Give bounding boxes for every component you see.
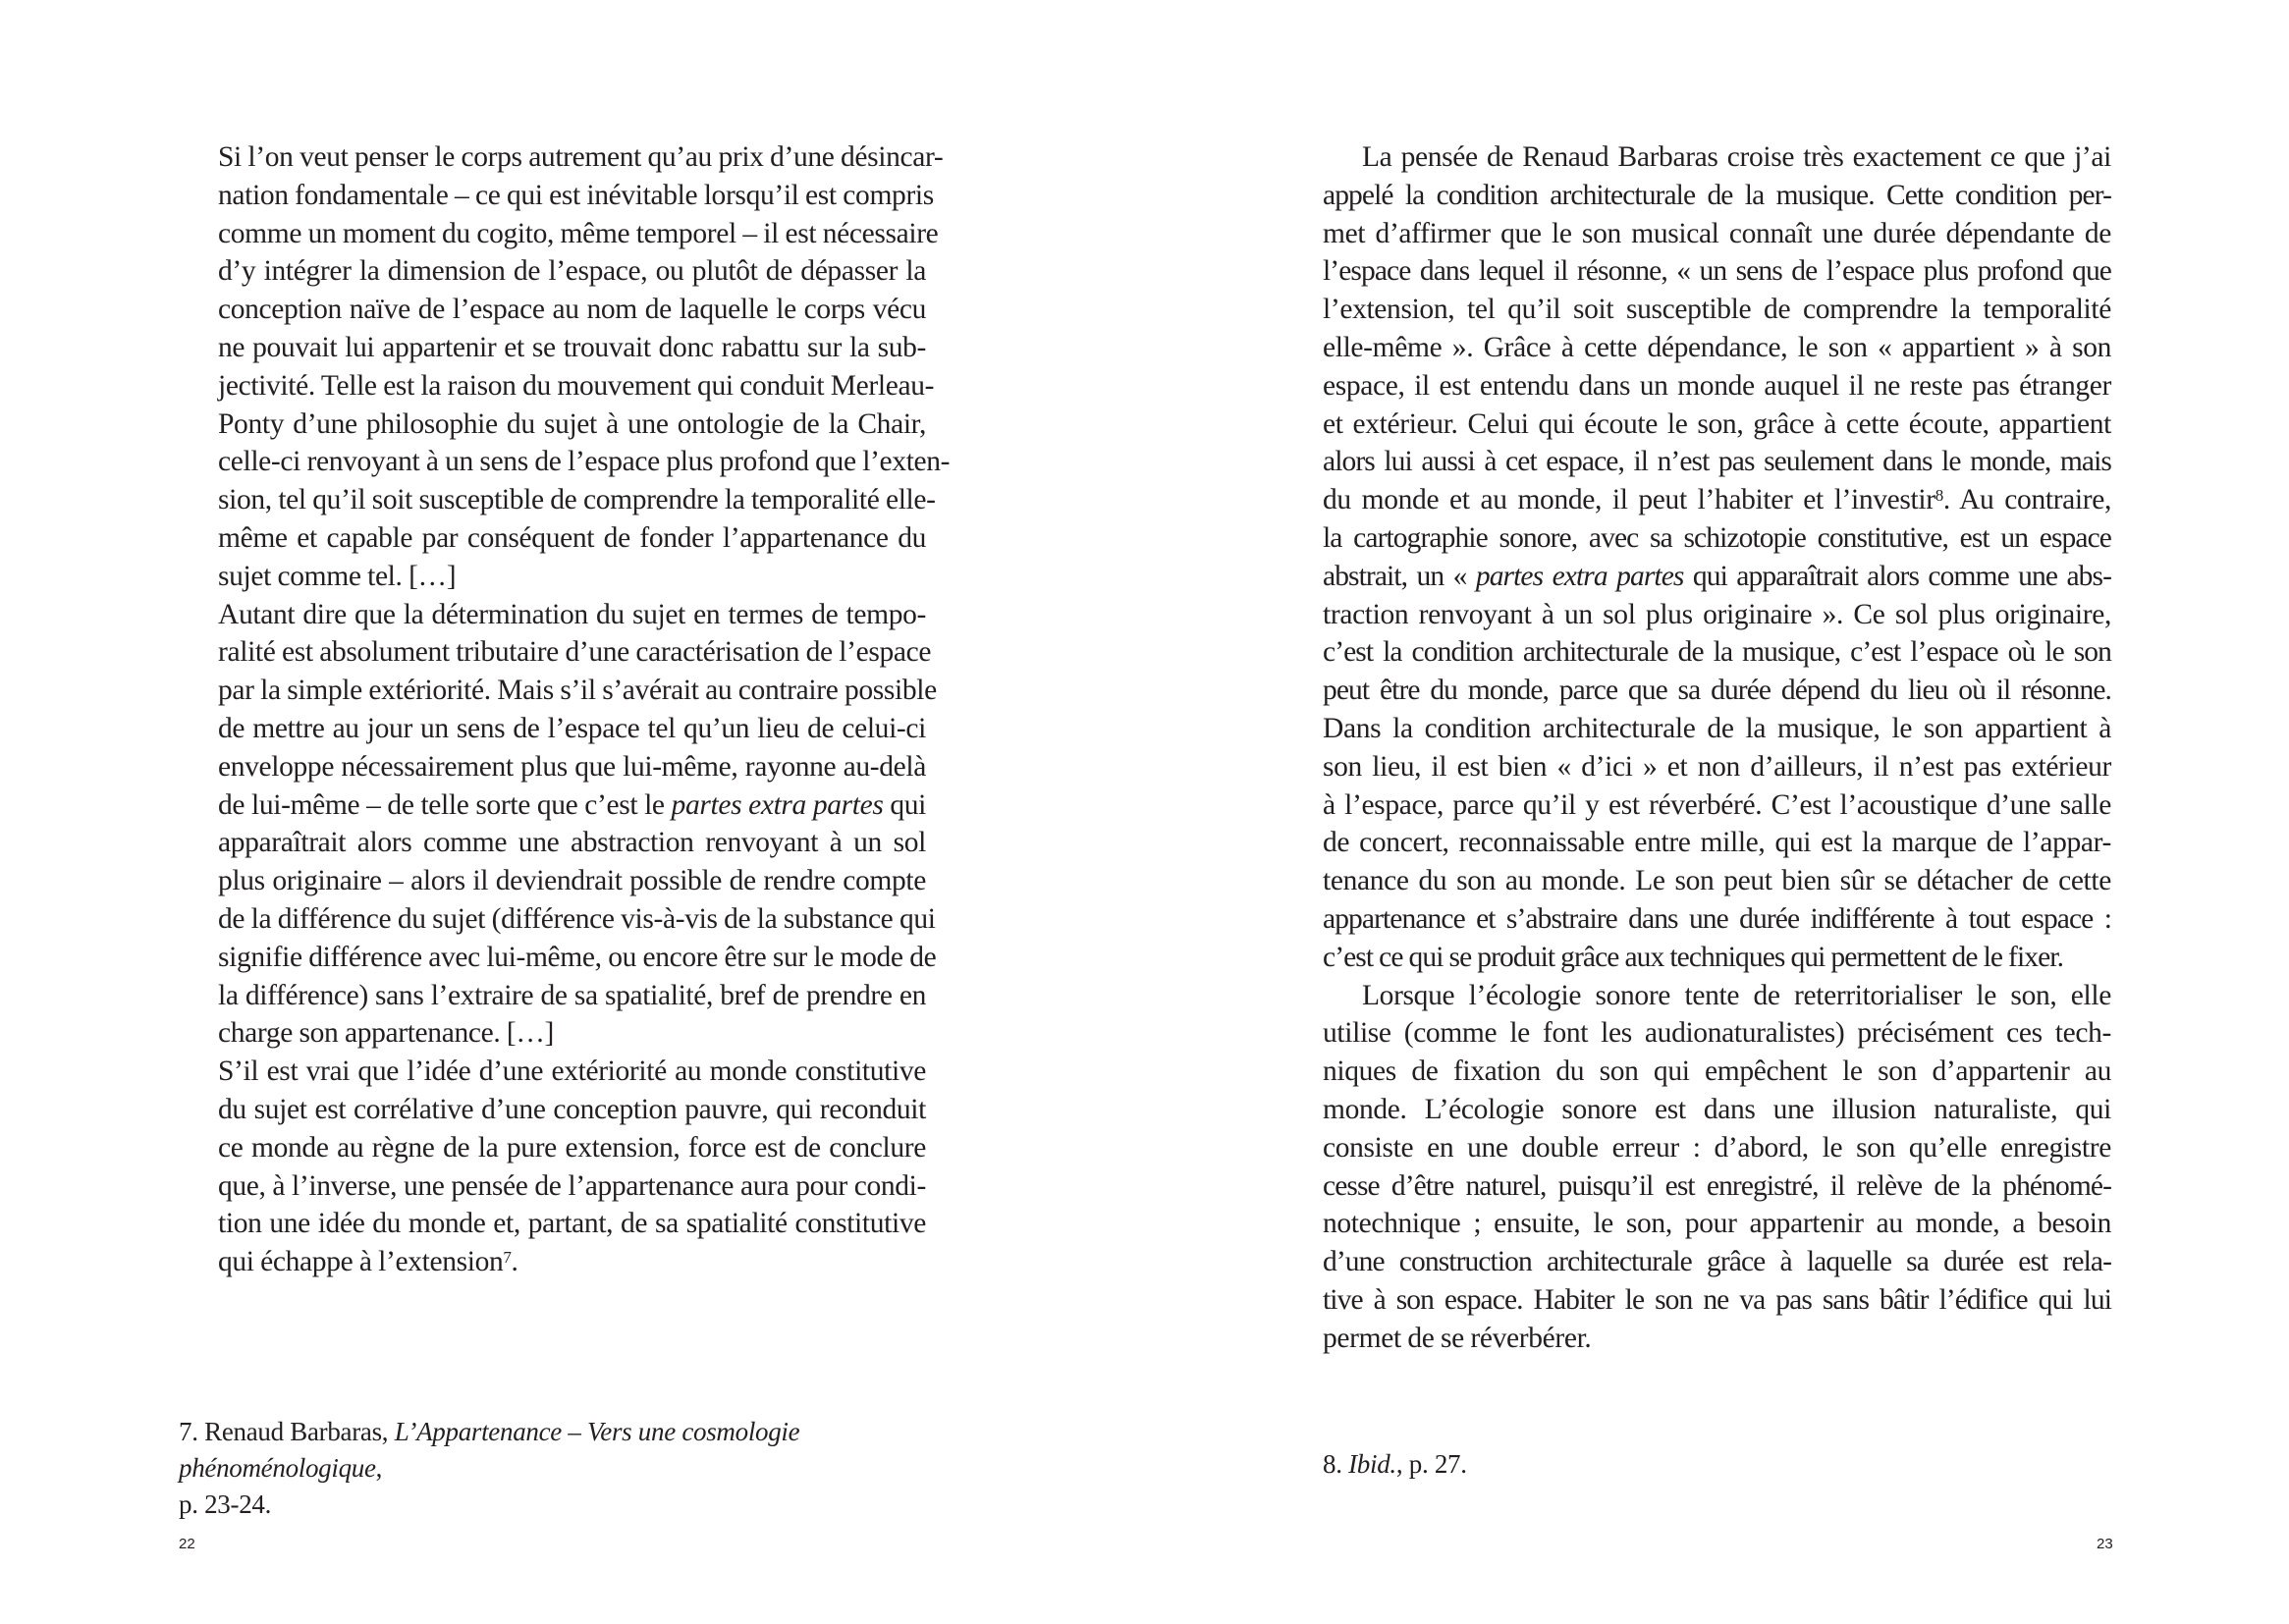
body-line: son lieu, il est bien « d’ici » et non d’ailleurs, il n’est pas extérieur xyxy=(1323,750,2111,783)
body-line: apparaîtrait alors comme une abstraction renvoyant à un sol xyxy=(218,827,926,859)
body-line: de mettre au jour un sens de l’espace tel qu’un lieu de celui-ci xyxy=(218,712,926,744)
line-text: . xyxy=(511,1246,518,1278)
body-line: consiste en une double erreur : d’abord, le son qu’elle enregistre xyxy=(1323,1131,2111,1164)
body-line: appelé la condition architecturale de la musique. Cette condition per- xyxy=(1323,179,2111,211)
body-line: comme un moment du cogito, même temporel – il est nécessaire xyxy=(218,217,939,249)
body-line: Lorsque l’écologie sonore tente de reterritorialiser le son, elle xyxy=(1362,979,2111,1011)
footnote-punct: , xyxy=(375,1453,383,1483)
line-text: abstrait, un « xyxy=(1323,560,1476,592)
body-line: Dans la condition architecturale de la musique, le son appartient à xyxy=(1323,712,2111,744)
body-line: ne pouvait lui appartenir et se trouvait donc rabattu sur la sub- xyxy=(218,331,926,363)
body-line: Autant dire que la détermination du sujet en termes de tempo- xyxy=(218,598,926,630)
body-line: nation fondamentale – ce qui est inévitable lorsqu’il est compris xyxy=(218,179,934,211)
body-line: à l’espace, parce qu’il y est réverbéré. C’est l’acoustique d’une salle xyxy=(1323,788,2111,821)
footnote-pages: , p. 27. xyxy=(1395,1449,1467,1479)
body-line: l’espace dans lequel il résonne, « un sens de l’espace plus profond que xyxy=(1323,255,2111,288)
body-line: permet de se réverbérer. xyxy=(1323,1322,1592,1354)
body-line: même et capable par conséquent de fonder l’appartenance du xyxy=(218,521,926,554)
body-line: par la simple extériorité. Mais s’il s’avérait au contraire possible xyxy=(218,675,937,707)
body-line: elle-même ». Grâce à cette dépendance, le son « appartient » à son xyxy=(1323,331,2111,363)
body-line: d’une construction architecturale grâce à laquelle sa durée est rela- xyxy=(1323,1246,2111,1278)
body-line: signifie différence avec lui-même, ou encore être sur le mode de xyxy=(218,941,937,973)
line-text: du monde et au monde, il peut l’habiter et l’investir xyxy=(1323,484,1935,516)
body-line: conception naïve de l’espace au nom de laquelle le corps vécu xyxy=(218,294,926,326)
page-number: 22 xyxy=(179,1536,195,1552)
line-text: . Au contraire, xyxy=(1942,484,2111,516)
line-text: de lui-même – de telle sorte que c’est le xyxy=(218,788,672,821)
body-line: traction renvoyant à un sol plus originaire ». Ce sol plus originaire, xyxy=(1323,598,2111,630)
footnote-ibid: Ibid. xyxy=(1348,1449,1396,1479)
body-line: jectivité. Telle est la raison du mouvement qui conduit Merleau- xyxy=(218,369,935,402)
body-line: espace, il est entendu dans un monde auquel il ne reste pas étranger xyxy=(1323,369,2111,402)
body-line: met d’affirmer que le son musical connaît une durée dépendante de xyxy=(1323,217,2111,249)
body-line: du sujet est corrélative d’une conception pauvre, qui reconduit xyxy=(218,1093,926,1125)
body-line: celle-ci renvoyant à un sens de l’espace plus profond que l’exten- xyxy=(218,446,951,478)
body-line: tion une idée du monde et, partant, de sa spatialité constitutive xyxy=(218,1208,926,1240)
body-line: sion, tel qu’il soit susceptible de comprendre la temporalité elle- xyxy=(218,484,936,516)
body-line: et extérieur. Celui qui écoute le son, grâce à cette écoute, appartient xyxy=(1323,407,2111,440)
body-line: de concert, reconnaissable entre mille, qui est la marque de l’appar- xyxy=(1323,827,2111,859)
page-number: 23 xyxy=(2097,1536,2113,1552)
body-line: peut être du monde, parce que sa durée dépend du lieu où il résonne. xyxy=(1323,675,2111,707)
body-line: Ponty d’une philosophie du sujet à une ontologie de la Chair, xyxy=(218,407,926,440)
body-line: cesse d’être naturel, puisqu’il est enregistré, il relève de la phénomé- xyxy=(1323,1169,2111,1202)
right-page xyxy=(1145,0,2289,1624)
footnote-title: L’Appartenance – Vers une cosmologie phénoménologique xyxy=(179,1417,800,1483)
body-line: tive à son espace. Habiter le son ne va pas sans bâtir l’édifice qui lui xyxy=(1323,1283,2111,1316)
footnote-pages: p. 23-24. xyxy=(179,1489,272,1519)
body-line: appartenance et s’abstraire dans une durée indifférente à tout espace : xyxy=(1323,902,2111,935)
line-text: qui échappe à l’extension xyxy=(218,1246,504,1278)
body-line xyxy=(218,786,926,825)
body-line: plus originaire – alors il deviendrait possible de rendre compte xyxy=(218,865,926,897)
body-line: c’est ce qui se produit grâce aux techniques qui permettent de le fixer. xyxy=(1323,941,2064,973)
body-line: ralité est absolument tributaire d’une caractérisation de l’espace xyxy=(218,636,932,669)
line-text: qui apparaîtrait alors comme une abs- xyxy=(1683,560,2111,592)
footnote-number: 7. xyxy=(179,1417,198,1446)
body-line: monde. L’écologie sonore est dans une illusion naturaliste, qui xyxy=(1323,1093,2111,1125)
body-line xyxy=(218,1243,926,1281)
italic-phrase: partes extra partes xyxy=(671,788,884,821)
right-body-text xyxy=(1323,138,2111,1358)
body-line: Si l’on veut penser le corps autrement qu’au prix d’une désincar- xyxy=(218,141,944,173)
body-line: tenance du son au monde. Le son peut bien sûr se détacher de cette xyxy=(1323,865,2111,897)
body-line xyxy=(1323,481,2111,519)
body-line: l’extension, tel qu’il soit susceptible de comprendre la temporalité xyxy=(1323,294,2111,326)
body-line: de la différence du sujet (différence vis-à-vis de la substance qui xyxy=(218,902,936,935)
body-line: utilise (comme le font les audionaturalistes) précisément ces tech- xyxy=(1323,1017,2111,1050)
body-line: alors lui aussi à cet espace, il n’est pas seulement dans le monde, mais xyxy=(1323,446,2111,478)
italic-phrase: partes extra partes xyxy=(1475,560,1684,592)
footnote-number: 8. xyxy=(1323,1449,1342,1479)
body-line: ce monde au règne de la pure extension, force est de conclure xyxy=(218,1131,926,1164)
body-line: enveloppe nécessairement plus que lui-même, rayonne au-delà xyxy=(218,750,926,783)
body-line: charge son appartenance. […] xyxy=(218,1017,554,1050)
line-text: qui xyxy=(883,788,926,821)
body-line: S’il est vrai que l’idée d’une extériorité au monde constitutive xyxy=(218,1056,926,1088)
body-line: notechnique ; ensuite, le son, pour appartenir au monde, a besoin xyxy=(1323,1208,2111,1240)
body-line xyxy=(1323,558,2111,596)
body-line: d’y intégrer la dimension de l’espace, ou plutôt de dépasser la xyxy=(218,255,926,288)
body-line: c’est la condition architecturale de la musique, c’est l’espace où le son xyxy=(1323,636,2111,669)
footnote-7 xyxy=(179,1414,984,1523)
body-line: La pensée de Renaud Barbaras croise très exactement ce que j’ai xyxy=(1362,141,2111,173)
body-line: que, à l’inverse, une pensée de l’appartenance aura pour condi- xyxy=(218,1169,926,1202)
body-line: la cartographie sonore, avec sa schizotopie constitutive, est un espace xyxy=(1323,521,2111,554)
body-line: sujet comme tel. […] xyxy=(218,560,457,592)
footnote-ref-8[interactable]: 8 xyxy=(1935,486,1943,506)
left-page xyxy=(0,0,1144,1624)
footnote-8 xyxy=(1323,1446,1912,1483)
body-line: la différence) sans l’extraire de sa spatialité, bref de prendre en xyxy=(218,979,926,1011)
footnote-ref-7[interactable]: 7 xyxy=(503,1248,512,1268)
body-line: niques de fixation du son qui empêchent le son d’appartenir au xyxy=(1323,1056,2111,1088)
left-body-text xyxy=(218,138,951,1281)
footnote-author: Renaud Barbaras, xyxy=(204,1417,389,1446)
